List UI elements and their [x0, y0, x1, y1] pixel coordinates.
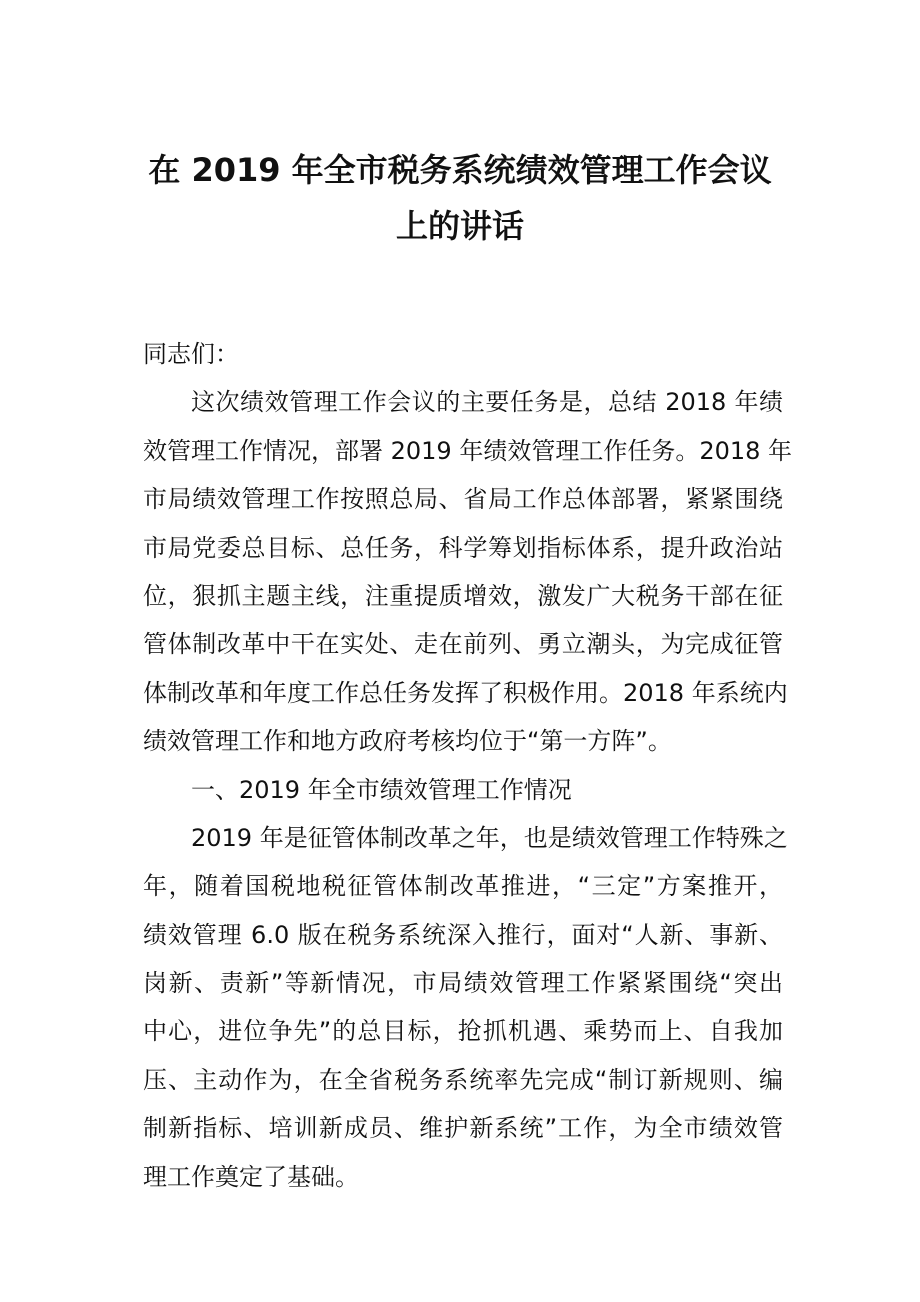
paragraph-1-line: 市局党委总目标、总任务，科学筹划指标体系，提升政治站	[143, 533, 783, 562]
paragraph-1-line: 绩效管理工作和地方政府考核均位于“第一方阵”。	[143, 727, 672, 756]
paragraph-2-line: 制新指标、培训新成员、维护新系统”工作，为全市绩效管	[143, 1114, 783, 1143]
paragraph-1-line: 市局绩效管理工作按照总局、省局工作总体部署，紧紧围绕	[143, 485, 783, 514]
paragraph-1-line: 这次绩效管理工作会议的主要任务是，总结 2018 年绩	[191, 388, 783, 417]
paragraph-1-line: 位，狠抓主题主线，注重提质增效，激发广大税务干部在征	[143, 581, 783, 610]
paragraph-1-line: 体制改革和年度工作总任务发挥了积极作用。2018 年系统内	[143, 678, 788, 707]
paragraph-2-line: 中心，进位争先”的总目标，抢抓机遇、乘势而上、自我加	[143, 1017, 783, 1046]
paragraph-2-line: 理工作奠定了基础。	[143, 1162, 359, 1191]
paragraph-1-line: 管体制改革中干在实处、走在前列、勇立潮头，为完成征管	[143, 630, 783, 659]
document-title	[130, 142, 790, 254]
paragraph-2-line: 压、主动作为，在全省税务系统率先完成“制订新规则、编	[143, 1065, 783, 1094]
paragraph-2-line: 绩效管理 6.0 版在税务系统深入推行，面对“人新、事新、	[143, 920, 783, 949]
paragraph-1-line: 效管理工作情况，部署 2019 年绩效管理工作任务。2018 年	[143, 436, 793, 465]
salutation: 同志们：	[143, 340, 239, 368]
section-heading-1: 一、2019 年全市绩效管理工作情况	[191, 775, 572, 804]
title-line-2: 上的讲话	[395, 207, 524, 245]
document-body	[143, 330, 793, 1201]
paragraph-2-line: 年，随着国税地税征管体制改革推进，“三定”方案推开，	[143, 872, 783, 901]
paragraph-2-line: 2019 年是征管体制改革之年，也是绩效管理工作特殊之	[191, 823, 788, 852]
paragraph-2-line: 岗新、责新”等新情况，市局绩效管理工作紧紧围绕“突出	[143, 969, 783, 998]
title-line-1: 在 2019 年全市税务系统绩效管理工作会议	[148, 151, 772, 189]
